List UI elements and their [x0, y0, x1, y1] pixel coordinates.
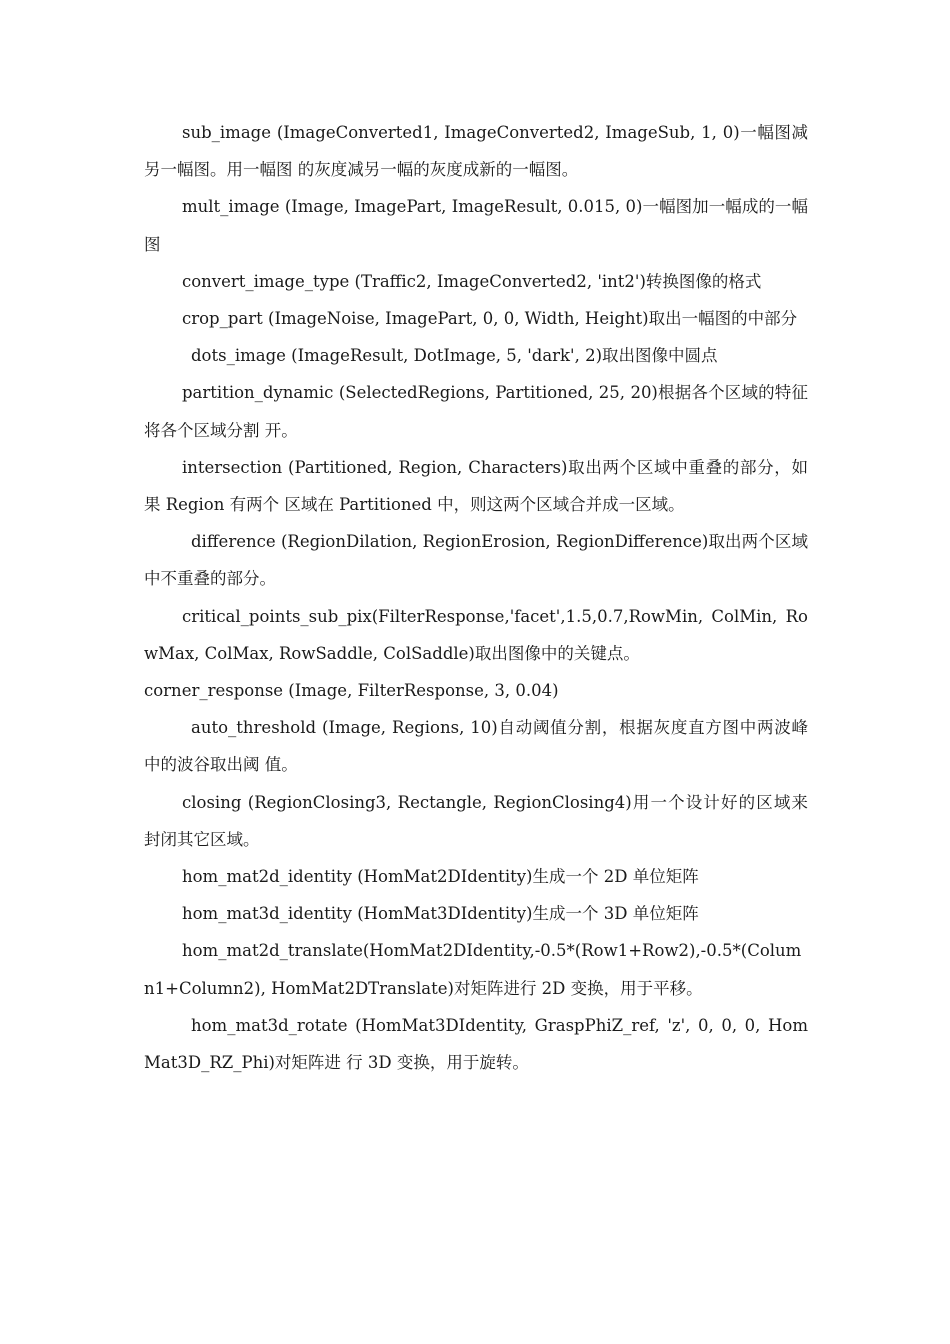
paragraph-partition-dynamic: partition_dynamic (SelectedRegions, Partitioned, 25, 20)根据各个区域的特征将各个区域分割 开。	[144, 383, 808, 440]
paragraph-auto-threshold: auto_threshold (Image, Regions, 10)自动阈值分割，根据灰度直方图中两波峰中的波谷取出阈 值。	[144, 718, 808, 775]
paragraph-closing: closing (RegionClosing3, Rectangle, RegionClosing4)用一个设计好的区域来封闭其它区域。	[144, 792, 808, 849]
paragraph-corner-response: corner_response (Image, FilterResponse, 3, 0.04)	[144, 681, 559, 701]
paragraph-hom-mat2d-identity: hom_mat2d_identity (HomMat2DIdentity)生成一个 2D 单位矩阵	[182, 867, 699, 887]
paragraph-dots-image: dots_image (ImageResult, DotImage, 5, 'dark', 2)取出图像中圆点	[191, 346, 718, 366]
paragraph-sub-image: sub_image (ImageConverted1, ImageConverted2, ImageSub, 1, 0)一幅图减另一幅图。用一幅图 的灰度减另一幅的灰度成新的一幅图。	[144, 123, 808, 180]
paragraph-convert-image-type: convert_image_type (Traffic2, ImageConverted2, 'int2')转换图像的格式	[182, 271, 762, 291]
paragraph-critical-points: critical_points_sub_pix(FilterResponse,'facet',1.5,0.7,RowMin, ColMin, RowMax, ColMax, RowSaddle, ColSaddle)取出图像中的关键点。	[144, 606, 808, 663]
paragraph-hom-mat3d-identity: hom_mat3d_identity (HomMat3DIdentity)生成一个 3D 单位矩阵	[182, 904, 699, 924]
paragraph-difference: difference (RegionDilation, RegionErosion, RegionDifference)取出两个区域中不重叠的部分。	[144, 532, 808, 589]
document-body	[144, 114, 808, 1081]
paragraph-hom-mat3d-rotate: hom_mat3d_rotate (HomMat3DIdentity, GraspPhiZ_ref, 'z', 0, 0, 0, HomMat3D_RZ_Phi)对矩阵进 行 3D 变换，用于旋转。	[144, 1015, 808, 1073]
paragraph-crop-part: crop_part (ImageNoise, ImagePart, 0, 0, Width, Height)取出一幅图的中部分	[182, 309, 798, 329]
paragraph-intersection: intersection (Partitioned, Region, Characters)取出两个区域中重叠的部分，如果 Region 有两个 区域在 Partitioned 中，则这两个区域合并成一区域。	[144, 457, 808, 515]
paragraph-hom-mat2d-translate: hom_mat2d_translate(HomMat2DIdentity,-0.5*(Row1+Row2),-0.5*(Column1+Column2), HomMat2DTranslate)对矩阵进行 2D 变换，用于平移。	[144, 941, 802, 998]
paragraph-mult-image: mult_image (Image, ImagePart, ImageResult, 0.015, 0)一幅图加一幅成的一幅图	[144, 197, 808, 254]
